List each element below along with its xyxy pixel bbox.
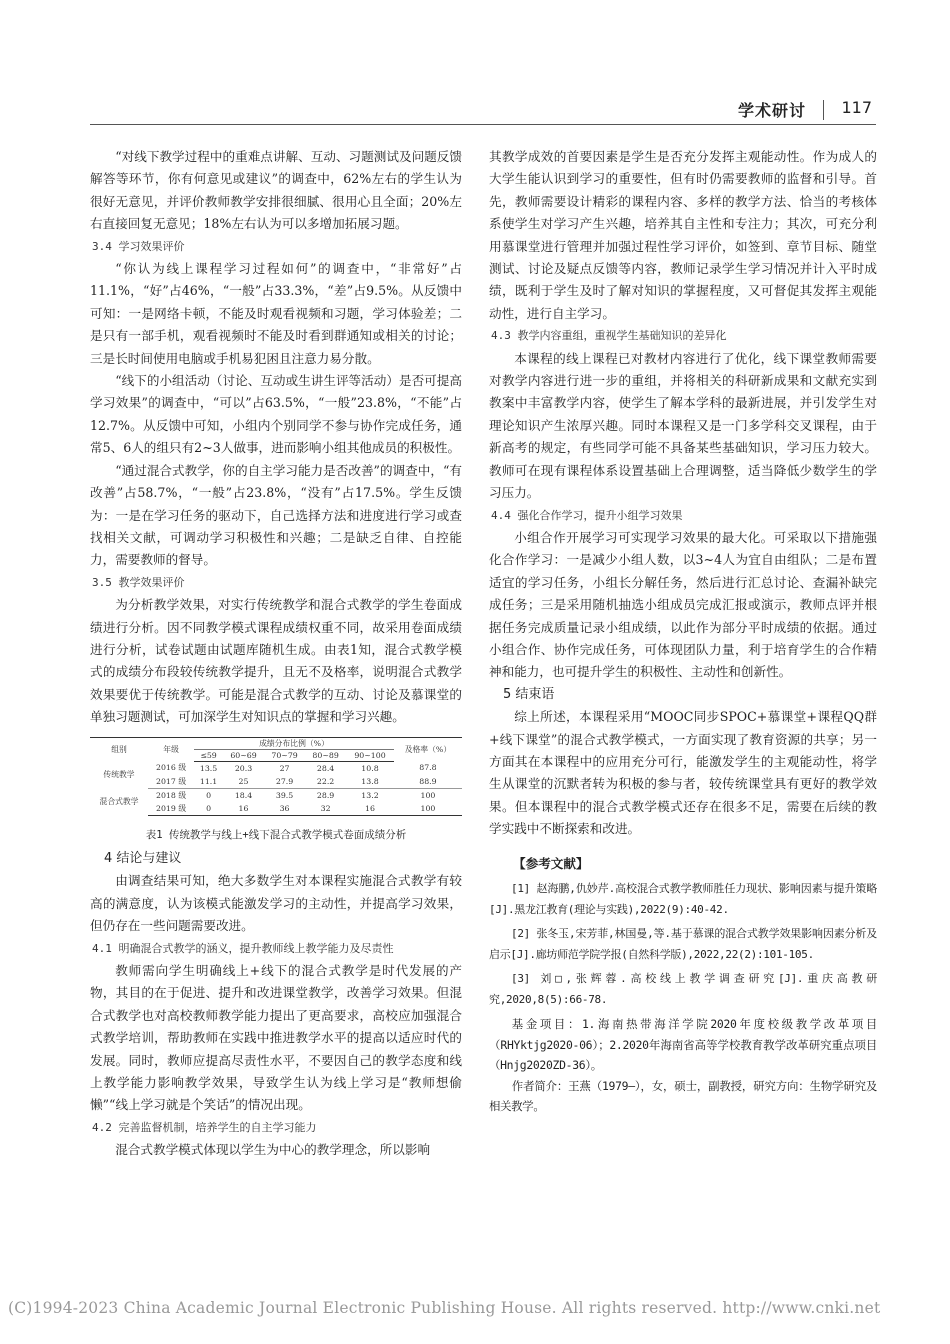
pass-cell: 88.9 (394, 775, 462, 789)
section-title: 学术研讨 (737, 101, 806, 120)
paragraph: 其教学成效的首要因素是学生是否充分发挥主观能动性。作为成人的大学生能认识到学习的重要性，但有时仍需要教师的监督和引导。首先，教师需要设计精彩的课程内容、多样的教学方法、恰当的考核体系使学生对学习产生兴趣，培养其自主性和专注力；其次，可充分利用慕课堂进行管理并加强过程性学习评价，如签到、章节目标、随堂测试、讨论及疑点反馈等内容，教师记录学生学习情况并计入平时成绩，既利于学生及时了解对知识的掌握程度，又可督促其发挥主观能动性，进行自主学习。 (489, 149, 877, 321)
paragraph: 本课程的线上课程已对教材内容进行了优化，线下课堂教师需要对教学内容进行进一步的重组，并将相关的科研新成果和文献充实到教案中丰富教学内容，使学生了解本学科的最新进展，并引发学生对理论知识产生浓厚兴趣。同时本课程又是一门多学科交叉课程，由于新高考的规定，有些同学可能不具备某些基础知识，学习压力较大。教师可在现有课程体系设置基础上合理调整，适当降低少数学生的学习压力。 (489, 350, 877, 501)
value-cell: 28.4 (316, 763, 335, 773)
year-cell: 2016 级 (156, 763, 187, 773)
subsection-heading: 4.1 明确混合式教学的涵义，提升教师线上教学能力及尽责性 (92, 941, 394, 955)
pass-cell: 100 (420, 790, 436, 800)
bin-header: 70~79 (264, 749, 305, 761)
value-cell: 39.5 (275, 790, 294, 800)
bin-header: 80~89 (305, 749, 346, 761)
right-column (489, 146, 877, 1117)
subsection-heading: 4.3 教学内容重组，重视学生基础知识的差异化 (491, 329, 727, 343)
paragraph: 为分析教学效果，对实行传统教学和混合式教学的学生卷面成绩进行分析。因不同教学模式课程成绩权重不同，故采用卷面成绩进行分析，试卷试题由试题库随机生成。由表1知，混合式教学模式的成绩分布段较传统教学提升，且无不及格率，说明混合式教学效果要优于传统教学。可能是混合式教学的互动、讨论及慕课堂的单独习题测试，可加深学生对知识点的掌握和学习兴趣。 (90, 597, 462, 725)
group-cell: 传统教学 (103, 770, 135, 780)
col-header-year: 年级 (148, 737, 194, 761)
author-bio: 作者简介：王燕（1979—），女，硕士，副教授，研究方向：生物学研究及相关教学。 (489, 1078, 877, 1113)
value-cell: 13.8 (346, 775, 394, 789)
reference-item: [1] 赵海鹏,仇妙芹.高校混合式教学教师胜任力现状、影响因素与提升策略[J].黑龙江教育(理论与实践),2022(9):40-42. (489, 882, 877, 916)
value-cell: 13.2 (361, 790, 379, 800)
page-number: 117 (841, 98, 872, 117)
paragraph: 教师需向学生明确线上+线下的混合式教学是时代发展的产物，其目的在于促进、提升和改进课堂教学，改善学习效果。但混合式教学也对高校教师教学能力提出了更高要求，高校应加强混合式教学培训，帮助教师在实践中推进教学水平的提高以适应时代的发展。同时，教师应提高尽责性水平，不要因自己的教学态度和线上教学能力影响教学效果，导致学生认为线上学习是“教师想偷懒”“线上学习就是个笑话”的情况出现。 (90, 963, 462, 1113)
table-row (90, 761, 462, 775)
value-cell: 16 (223, 802, 264, 816)
section-heading: 4 结论与建议 (104, 850, 182, 866)
value-cell: 16 (346, 802, 394, 816)
value-cell: 20.3 (234, 763, 253, 773)
year-cell: 2018 级 (156, 790, 187, 800)
value-cell: 10.8 (361, 763, 379, 773)
subsection-heading: 3.4 学习效果评价 (92, 239, 185, 253)
section-heading: 5 结束语 (503, 686, 555, 702)
left-column (90, 146, 462, 1162)
paragraph: 综上所述，本课程采用“MOOC同步SPOC+慕课堂+课程QQ群+线下课堂”的混合式教学模式，一方面实现了教育资源的共享；另一方面其在本课程中的应用充分可行，能激发学生的主观能动性，将学生从课堂的沉默者转为积极的参与者，较传统课堂具有更好的教学效果。但本课程中的混合式教学模式还存在很多不足，需要在后续的教学实践中不断探索和改进。 (489, 709, 877, 837)
year-cell: 2019 级 (148, 802, 194, 816)
value-cell: 22.2 (305, 775, 346, 789)
paragraph: “对线下教学过程中的重难点讲解、互动、习题测试及问题反馈解答等环节，你有何意见或建议”的调查中，62%左右的学生认为很好无意见，并评价教师教学安排很细腻、很用心且全面；20%左右直接回复无意见；18%左右认为可以多增加拓展习题。 (90, 149, 462, 232)
table-caption: 表1 传统教学与线上+线下混合式教学模式卷面成绩分析 (145, 828, 407, 841)
subsection-heading: 3.5 教学效果评价 (92, 575, 185, 589)
paragraph: 混合式教学模式体现以学生为中心的教学理念，所以影响 (115, 1142, 431, 1158)
year-cell: 2017 级 (148, 775, 194, 789)
col-header-group: 组别 (90, 737, 148, 761)
value-cell: 0 (206, 790, 212, 800)
paragraph: “线下的小组活动（讨论、互动或生讲生评等活动）是否可提高学习效果”的调查中，“可以”占63.5%，“一般”23.8%，“不能”占12.7%。从反馈中可知，小组内个别同学不参与协作完成任务，通常5、6人的组只有2~3人做事，进而影响小组其他成员的积极性。 (90, 373, 462, 456)
col-header-distribution: 成绩分布比例（%） (194, 737, 394, 749)
pass-cell: 87.8 (419, 763, 437, 773)
reference-item: [3] 刘□,张辉蓉.高校线上教学调查研究[J].重庆高教研究,2020,8(5):66-78. (489, 972, 877, 1006)
subsection-heading: 4.4 强化合作学习，提升小组学习效果 (491, 508, 683, 522)
value-cell: 25 (223, 775, 264, 789)
funding-note: 基金项目：1.海南热带海洋学院2020年度校级教学改革项目（RHYktjg2020-06）；2.2020年海南省高等学校教育教学改革研究重点项目（Hnjg2020ZD-36）。 (489, 1017, 877, 1072)
value-cell: 27 (279, 763, 290, 773)
value-cell: 27.9 (264, 775, 305, 789)
paragraph: 由调查结果可知，绝大多数学生对本课程实施混合式教学有较高的满意度，认为该模式能激发学习的主动性，并提高学习效果，但仍存在一些问题需要改进。 (90, 873, 462, 934)
value-cell: 36 (264, 802, 305, 816)
value-cell: 0 (194, 802, 223, 816)
value-cell: 11.1 (194, 775, 223, 789)
paragraph: “你认为线上课程学习过程如何”的调查中，“非常好”占11.1%，“好”占46%，“一般”占33.3%，“差”占9.5%。从反馈中可知：一是网络卡顿，不能及时观看视频和习题，学习体验差；二是只有一部手机，观看视频时不能及时看到群通知或相关的讨论；三是长时间使用电脑或手机易犯困且注意力易分散。 (90, 261, 462, 366)
paragraph: “通过混合式教学，你的自主学习能力是否改善”的调查中，“有改善”占58.7%，“一般”占23.8%，“没有”占17.5%。学生反馈为：一是在学习任务的驱动下，自己选择方法和进度进行学习或查找相关文献，可调动学习积极性和兴趣；二是缺乏自律、自控能力，需要教师的督导。 (90, 462, 462, 568)
value-cell: 28.9 (316, 790, 335, 800)
table-row (90, 788, 462, 802)
subsection-heading: 4.2 完善监督机制，培养学生的自主学习能力 (92, 1120, 317, 1134)
value-cell: 13.5 (199, 763, 218, 773)
copyright-footer: (C)1994-2023 China Academic Journal Electronic Publishing House. All rights reserved. http://www.cnki.net (8, 1299, 881, 1317)
grades-table (90, 737, 462, 816)
reference-item: [2] 张冬玉,宋芳菲,林国曼,等.基于慕课的混合式教学效果影响因素分析及启示[J].廊坊师范学院学报(自然科学版),2022,22(2):101-105. (489, 927, 877, 961)
col-header-pass-rate: 及格率（%） (394, 737, 462, 761)
group-cell: 混合式教学 (99, 797, 139, 807)
paragraph: 小组合作开展学习可实现学习效果的最大化。可采取以下措施强化合作学习：一是减少小组人数，以3~4人为宜自由组队；二是布置适宜的学习任务，小组长分解任务，然后进行汇总讨论、查漏补缺完成任务；三是采用随机抽选小组成员完成汇报或演示，教师点评并根据任务完成质量记录小组成绩，以此作为部分平时成绩的依据。通过小组合作、协作完成任务，可体现团队力量，利于培育学生的合作精神和能力，也可提升学生的积极性、主动性和创新性。 (489, 529, 877, 680)
bin-header: 90~100 (346, 749, 394, 761)
pass-cell: 100 (394, 802, 462, 816)
value-cell: 18.4 (234, 790, 253, 800)
page-header (90, 98, 876, 125)
value-cell: 32 (305, 802, 346, 816)
bin-header: ≤59 (194, 749, 223, 761)
references-title: 【参考文献】 (513, 855, 589, 871)
header-divider (823, 100, 824, 120)
grades-table-block (90, 737, 462, 846)
bin-header: 60~69 (223, 749, 264, 761)
